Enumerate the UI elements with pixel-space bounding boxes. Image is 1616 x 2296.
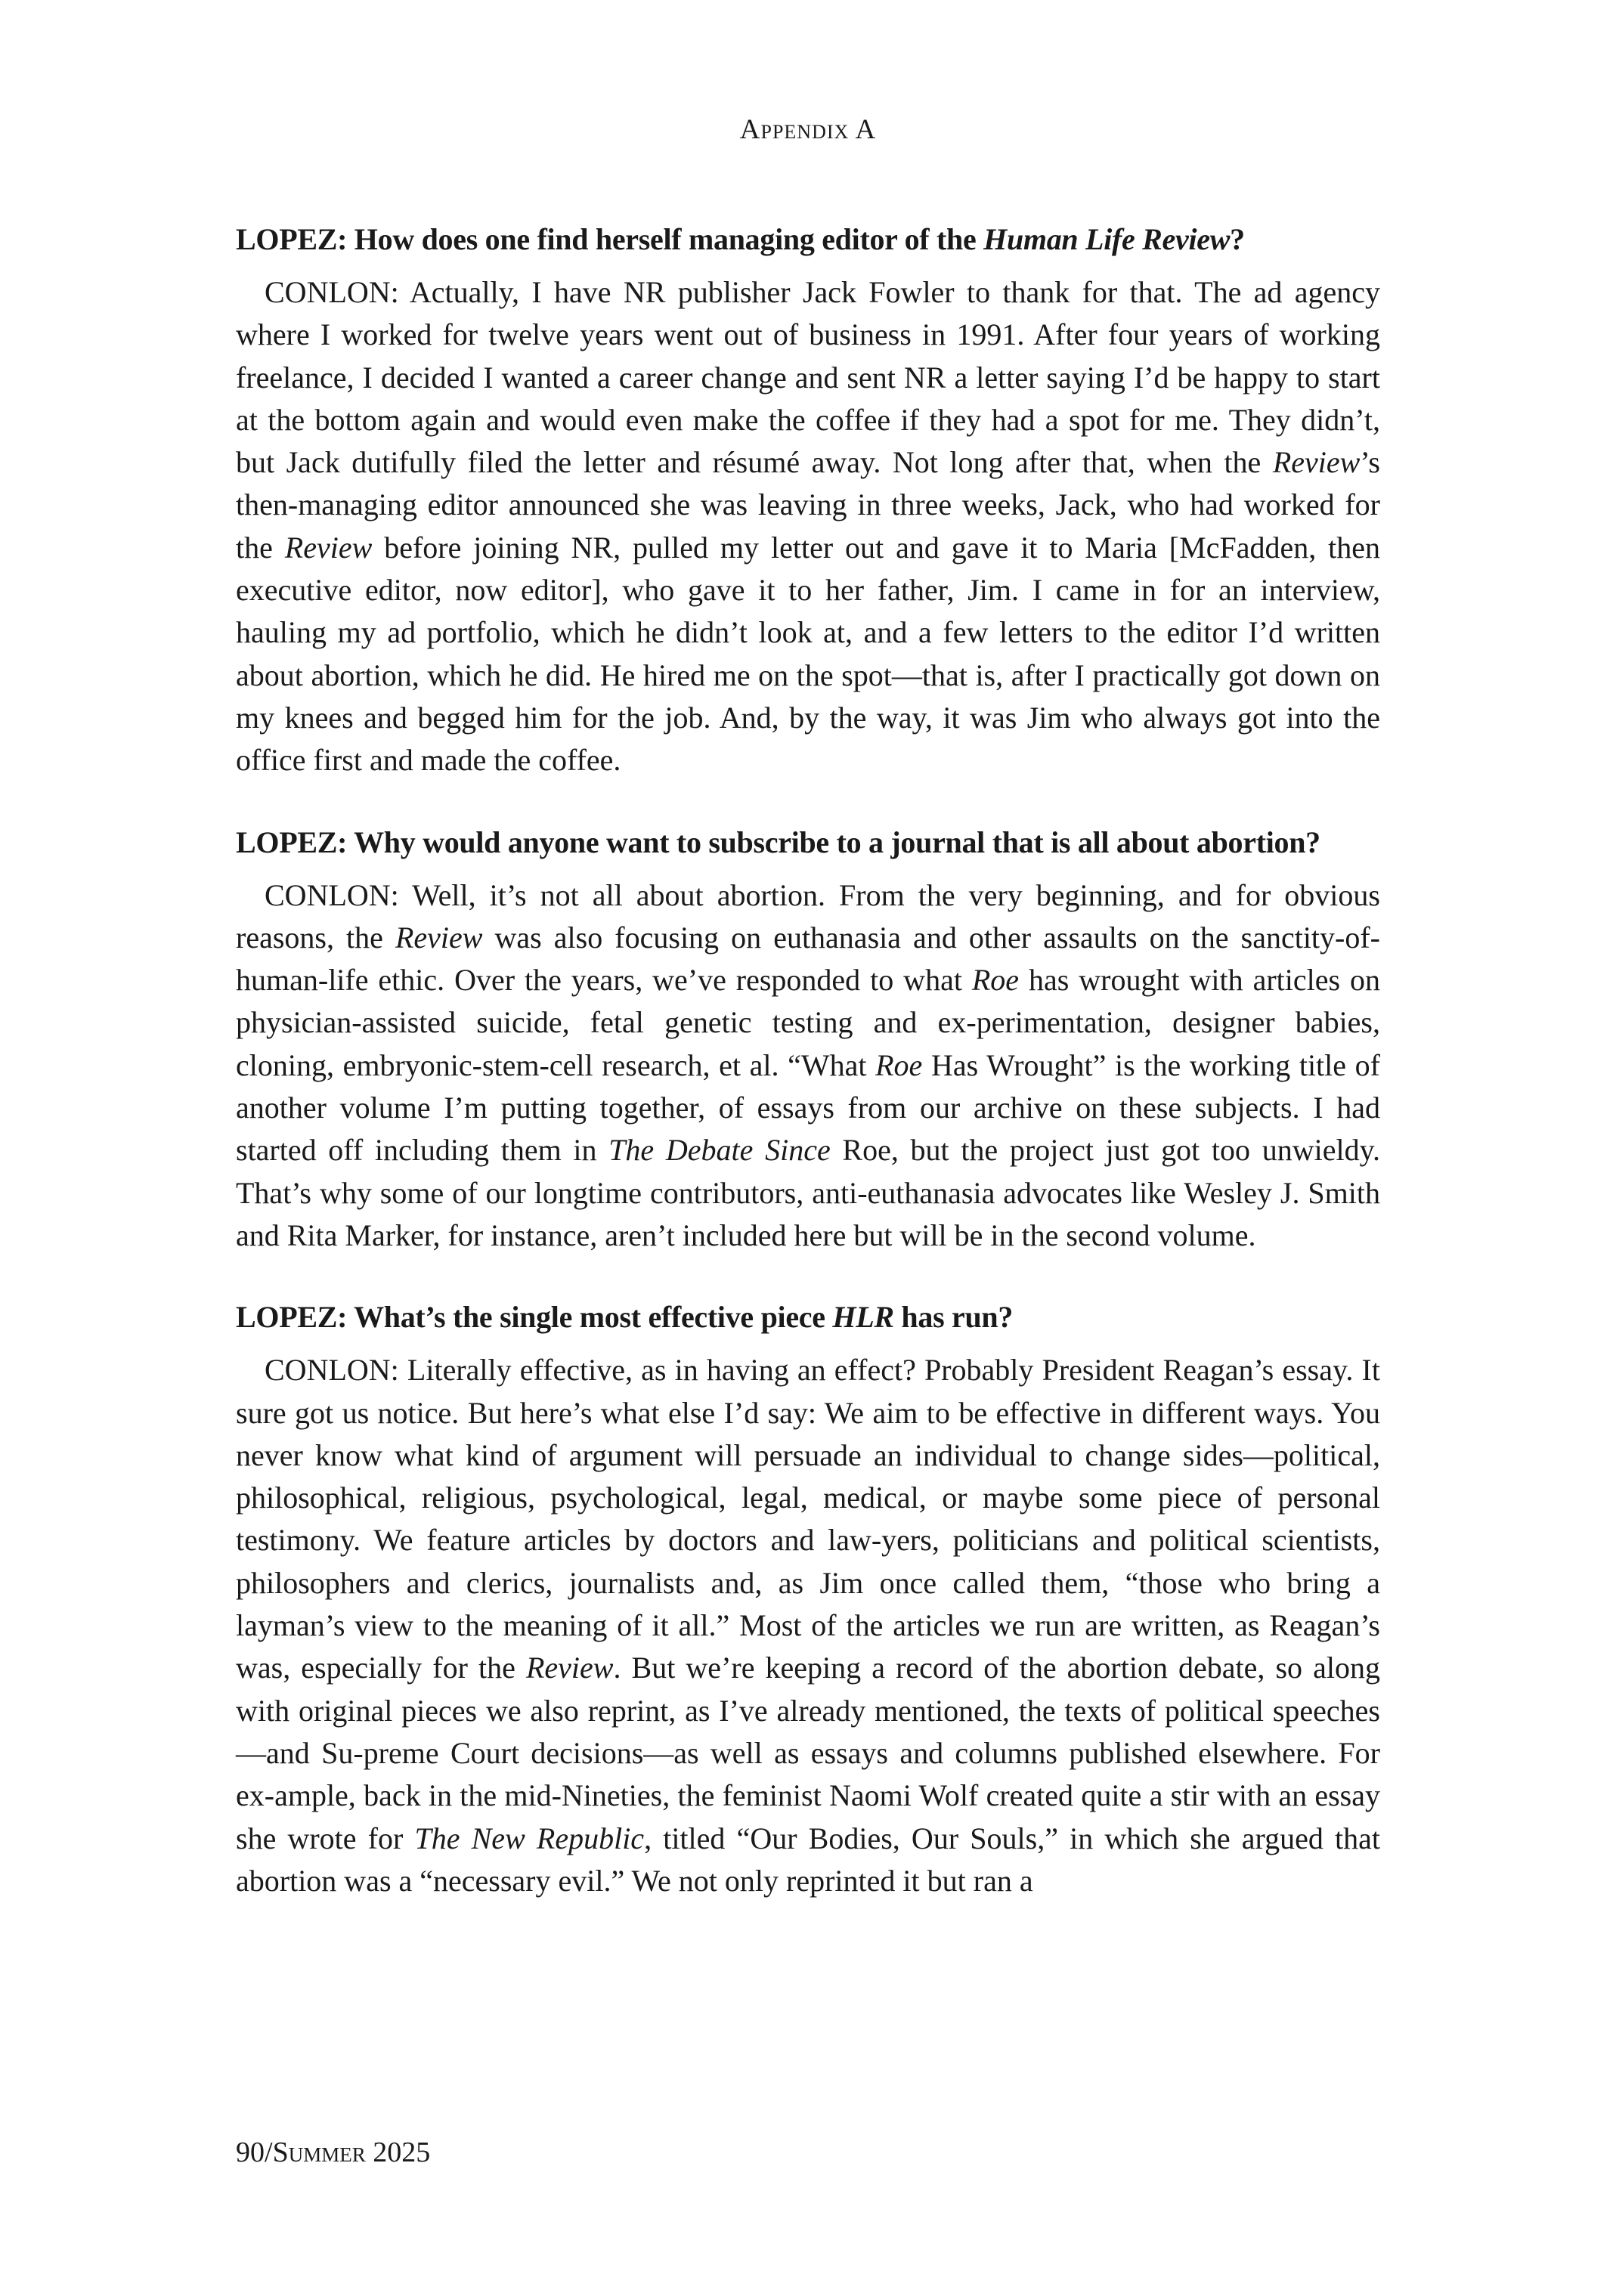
page-folio — [236, 2136, 430, 2169]
question-3: LOPEZ: What’s the single most effective piece HLR has run? — [236, 1300, 1014, 1335]
article-body — [236, 113, 1380, 1942]
running-head-title: Appendix A — [739, 114, 877, 145]
answer-2: CONLON: Well, it’s not all about abortion. From the very beginning, and for obvious reasons, the Review was also focusing on euthanasia and other assaults on the sanctity-of-human-life ethic. Over the years, we’ve responded to what Roe has wrought with articles on physician-assisted suicide, fetal genetic testing and ex-perimentation, designer babies, cloning, embryonic-stem-cell research, et al. “What Roe Has Wrought” is the working title of another volume I’m putting together, of essays from our archive on these subjects. I had started off including them in The Debate Since Roe, but the project just got too unwieldy. That’s why some of our longtime contributors, anti-euthanasia advocates like Wesley J. Smith and Rita Marker, for instance, aren’t included here but will be in the second volume. — [236, 877, 1381, 1252]
issue-season: Summer — [272, 2137, 366, 2168]
question-1: LOPEZ: How does one find herself managing editor of the Human Life Review? — [236, 222, 1245, 256]
qa-block-2 — [236, 822, 1380, 1258]
qa-block-1 — [236, 218, 1380, 782]
qa-block-3 — [236, 1296, 1380, 1902]
issue-year: 2025 — [365, 2137, 431, 2168]
question-2: LOPEZ: Why would anyone want to subscribe to a journal that is all about abortion? — [236, 825, 1320, 859]
answer-3: CONLON: Literally effective, as in having an effect? Probably President Reagan’s essay. It sure got us notice. But here’s what else I’d say: We aim to be effective in different ways. You never know what kind of argument will persuade an individual to change sides—political, philosophical, religious, psychological, legal, medical, or maybe some piece of personal testimony. We feature articles by doctors and law-yers, politicians and political scientists, philosophers and clerics, journalists and, as Jim once called them, “those who bring a layman’s view to the meaning of it all.” Most of the articles we run are written, as Reagan’s was, especially for the Review. But we’re keeping a record of the abortion debate, so along with original pieces we also reprint, as I’ve already mentioned, the texts of political speeches—and Su-preme Court decisions—as well as essays and columns published elsewhere. For ex-ample, back in the mid-Nineties, the feminist Naomi Wolf created quite a stir with an essay she wrote for The New Republic, titled “Our Bodies, Our Souls,” in which she argued that abortion was a “necessary evil.” We not only reprinted it but ran a — [236, 1353, 1380, 1898]
answer-1: CONLON: Actually, I have NR publisher Jack Fowler to thank for that. The ad agency where I worked for twelve years went out of business in 1991. After four years of working freelance, I decided I wanted a career change and sent NR a letter saying I’d be happy to start at the bottom again and would even make the coffee if they had a spot for me. They didn’t, but Jack dutifully filed the letter and résumé away. Not long after that, when the Review’s then-managing editor announced she was leaving in three weeks, Jack, who had worked for the Review before joining NR, pulled my letter out and gave it to Maria [McFadden, then executive editor, now editor], who gave it to her father, Jim. I came in for an interview, hauling my ad portfolio, which he didn’t look at, and a few letters to the editor I’d written about abortion, which he did. He hired me on the spot—that is, after I practically got down on my knees and begged him for the job. And, by the way, it was Jim who always got into the office first and made the coffee. — [236, 275, 1380, 778]
page-number: 90/ — [236, 2137, 273, 2168]
